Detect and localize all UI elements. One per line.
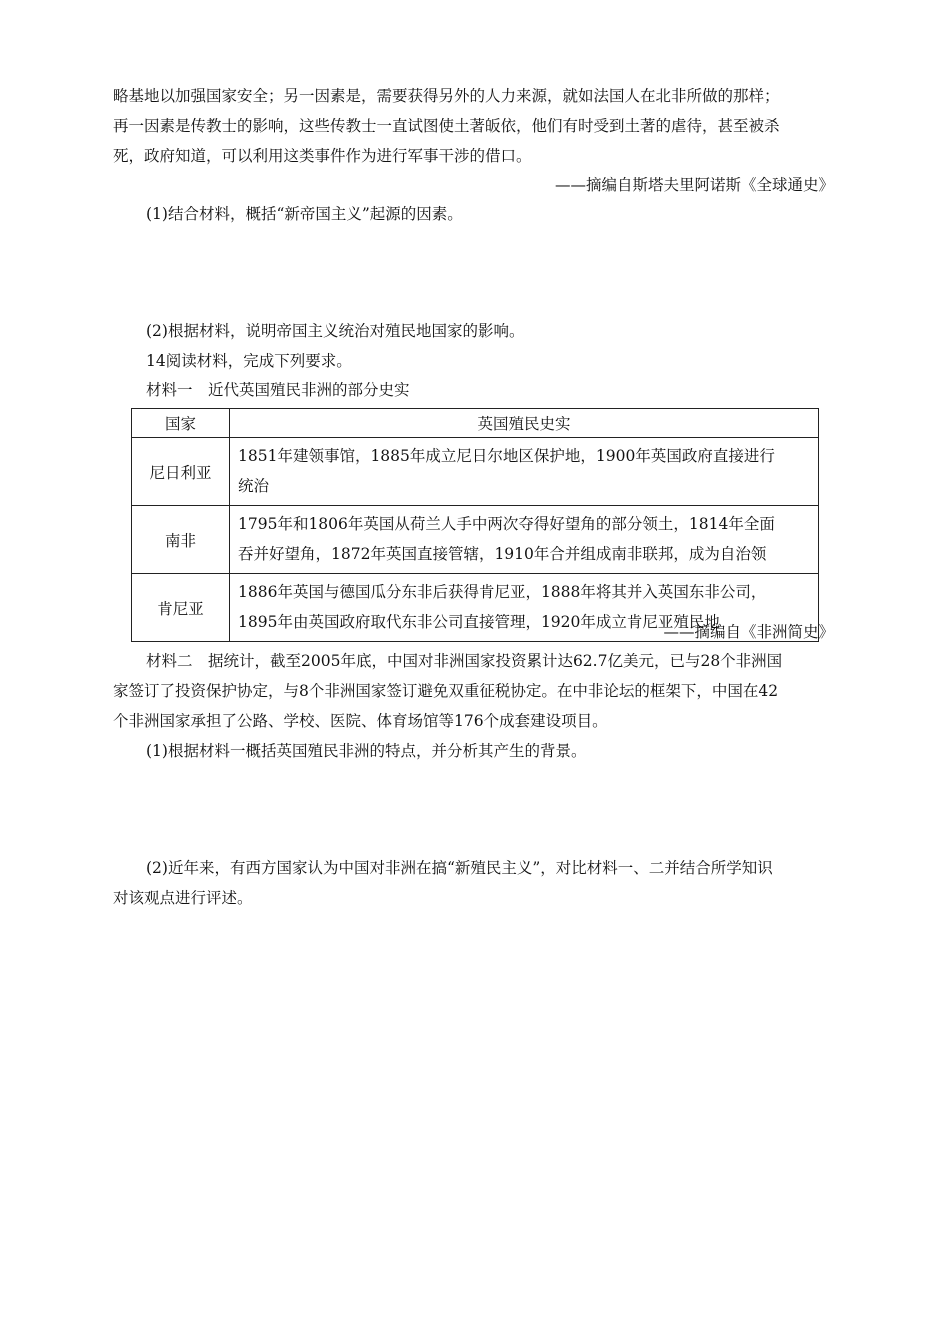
table-cell-country: 尼日利亚	[132, 438, 230, 506]
q14-part2-line-2: 对该观点进行评述。	[113, 889, 253, 907]
table-header-facts: 英国殖民史实	[230, 409, 819, 438]
table-header-row	[132, 409, 819, 438]
table-row	[132, 506, 819, 574]
table-cell-facts	[230, 506, 819, 574]
material2-line-2: 家签订了投资保护协定，与8个非洲国家签订避免双重征税协定。在中非论坛的框架下，中国在42	[113, 682, 779, 700]
fact-line: 1886年英国与德国瓜分东非后获得肯尼亚，1888年将其并入英国东非公司，	[238, 583, 767, 601]
fact-line: 吞并好望角，1872年英国直接管辖，1910年合并组成南非联邦，成为自治领	[238, 545, 767, 563]
table-header-country: 国家	[132, 409, 230, 438]
passage-line-1: 略基地以加强国家安全；另一因素是，需要获得另外的人力来源，就如法国人在北非所做的那样；	[113, 87, 780, 105]
passage-line-2: 再一因素是传教士的影响，这些传教士一直试图使土著皈依，他们有时受到土著的虐待，甚至被杀	[113, 117, 780, 135]
table-row	[132, 438, 819, 506]
fact-line: 1895年由英国政府取代东非公司直接管理，1920年成立肯尼亚殖民地	[238, 613, 720, 631]
passage-source: ——摘编自斯塔夫里阿诺斯《全球通史》	[554, 176, 834, 194]
material1-source: ——摘编自《非洲简史》	[663, 623, 834, 641]
table-cell-country: 肯尼亚	[132, 574, 230, 642]
colonial-history-table	[131, 408, 819, 642]
q14-intro: 14阅读材料，完成下列要求。	[146, 352, 352, 370]
fact-line: 1851年建领事馆，1885年成立尼日尔地区保护地，1900年英国政府直接进行	[238, 447, 775, 465]
q13-part1: (1)结合材料，概括“新帝国主义”起源的因素。	[146, 205, 463, 223]
material1-title: 材料一 近代英国殖民非洲的部分史实	[146, 381, 410, 399]
passage-line-3: 死，政府知道，可以利用这类事件作为进行军事干涉的借口。	[113, 147, 532, 165]
q14-part2-line-1: (2)近年来，有西方国家认为中国对非洲在搞“新殖民主义”，对比材料一、二并结合所学知识	[146, 859, 773, 877]
fact-line: 1795年和1806年英国从荷兰人手中两次夺得好望角的部分领土，1814年全面	[238, 515, 775, 533]
table-cell-facts	[230, 438, 819, 506]
material2-line-1: 材料二 据统计，截至2005年底，中国对非洲国家投资累计达62.7亿美元，已与28个非洲国	[146, 652, 783, 670]
material2-line-3: 个非洲国家承担了公路、学校、医院、体育场馆等176个成套建设项目。	[113, 712, 608, 730]
q14-part1: (1)根据材料一概括英国殖民非洲的特点，并分析其产生的背景。	[146, 742, 587, 760]
fact-line: 统治	[238, 477, 270, 495]
q13-part2: (2)根据材料，说明帝国主义统治对殖民地国家的影响。	[146, 322, 525, 340]
table-cell-country: 南非	[132, 506, 230, 574]
